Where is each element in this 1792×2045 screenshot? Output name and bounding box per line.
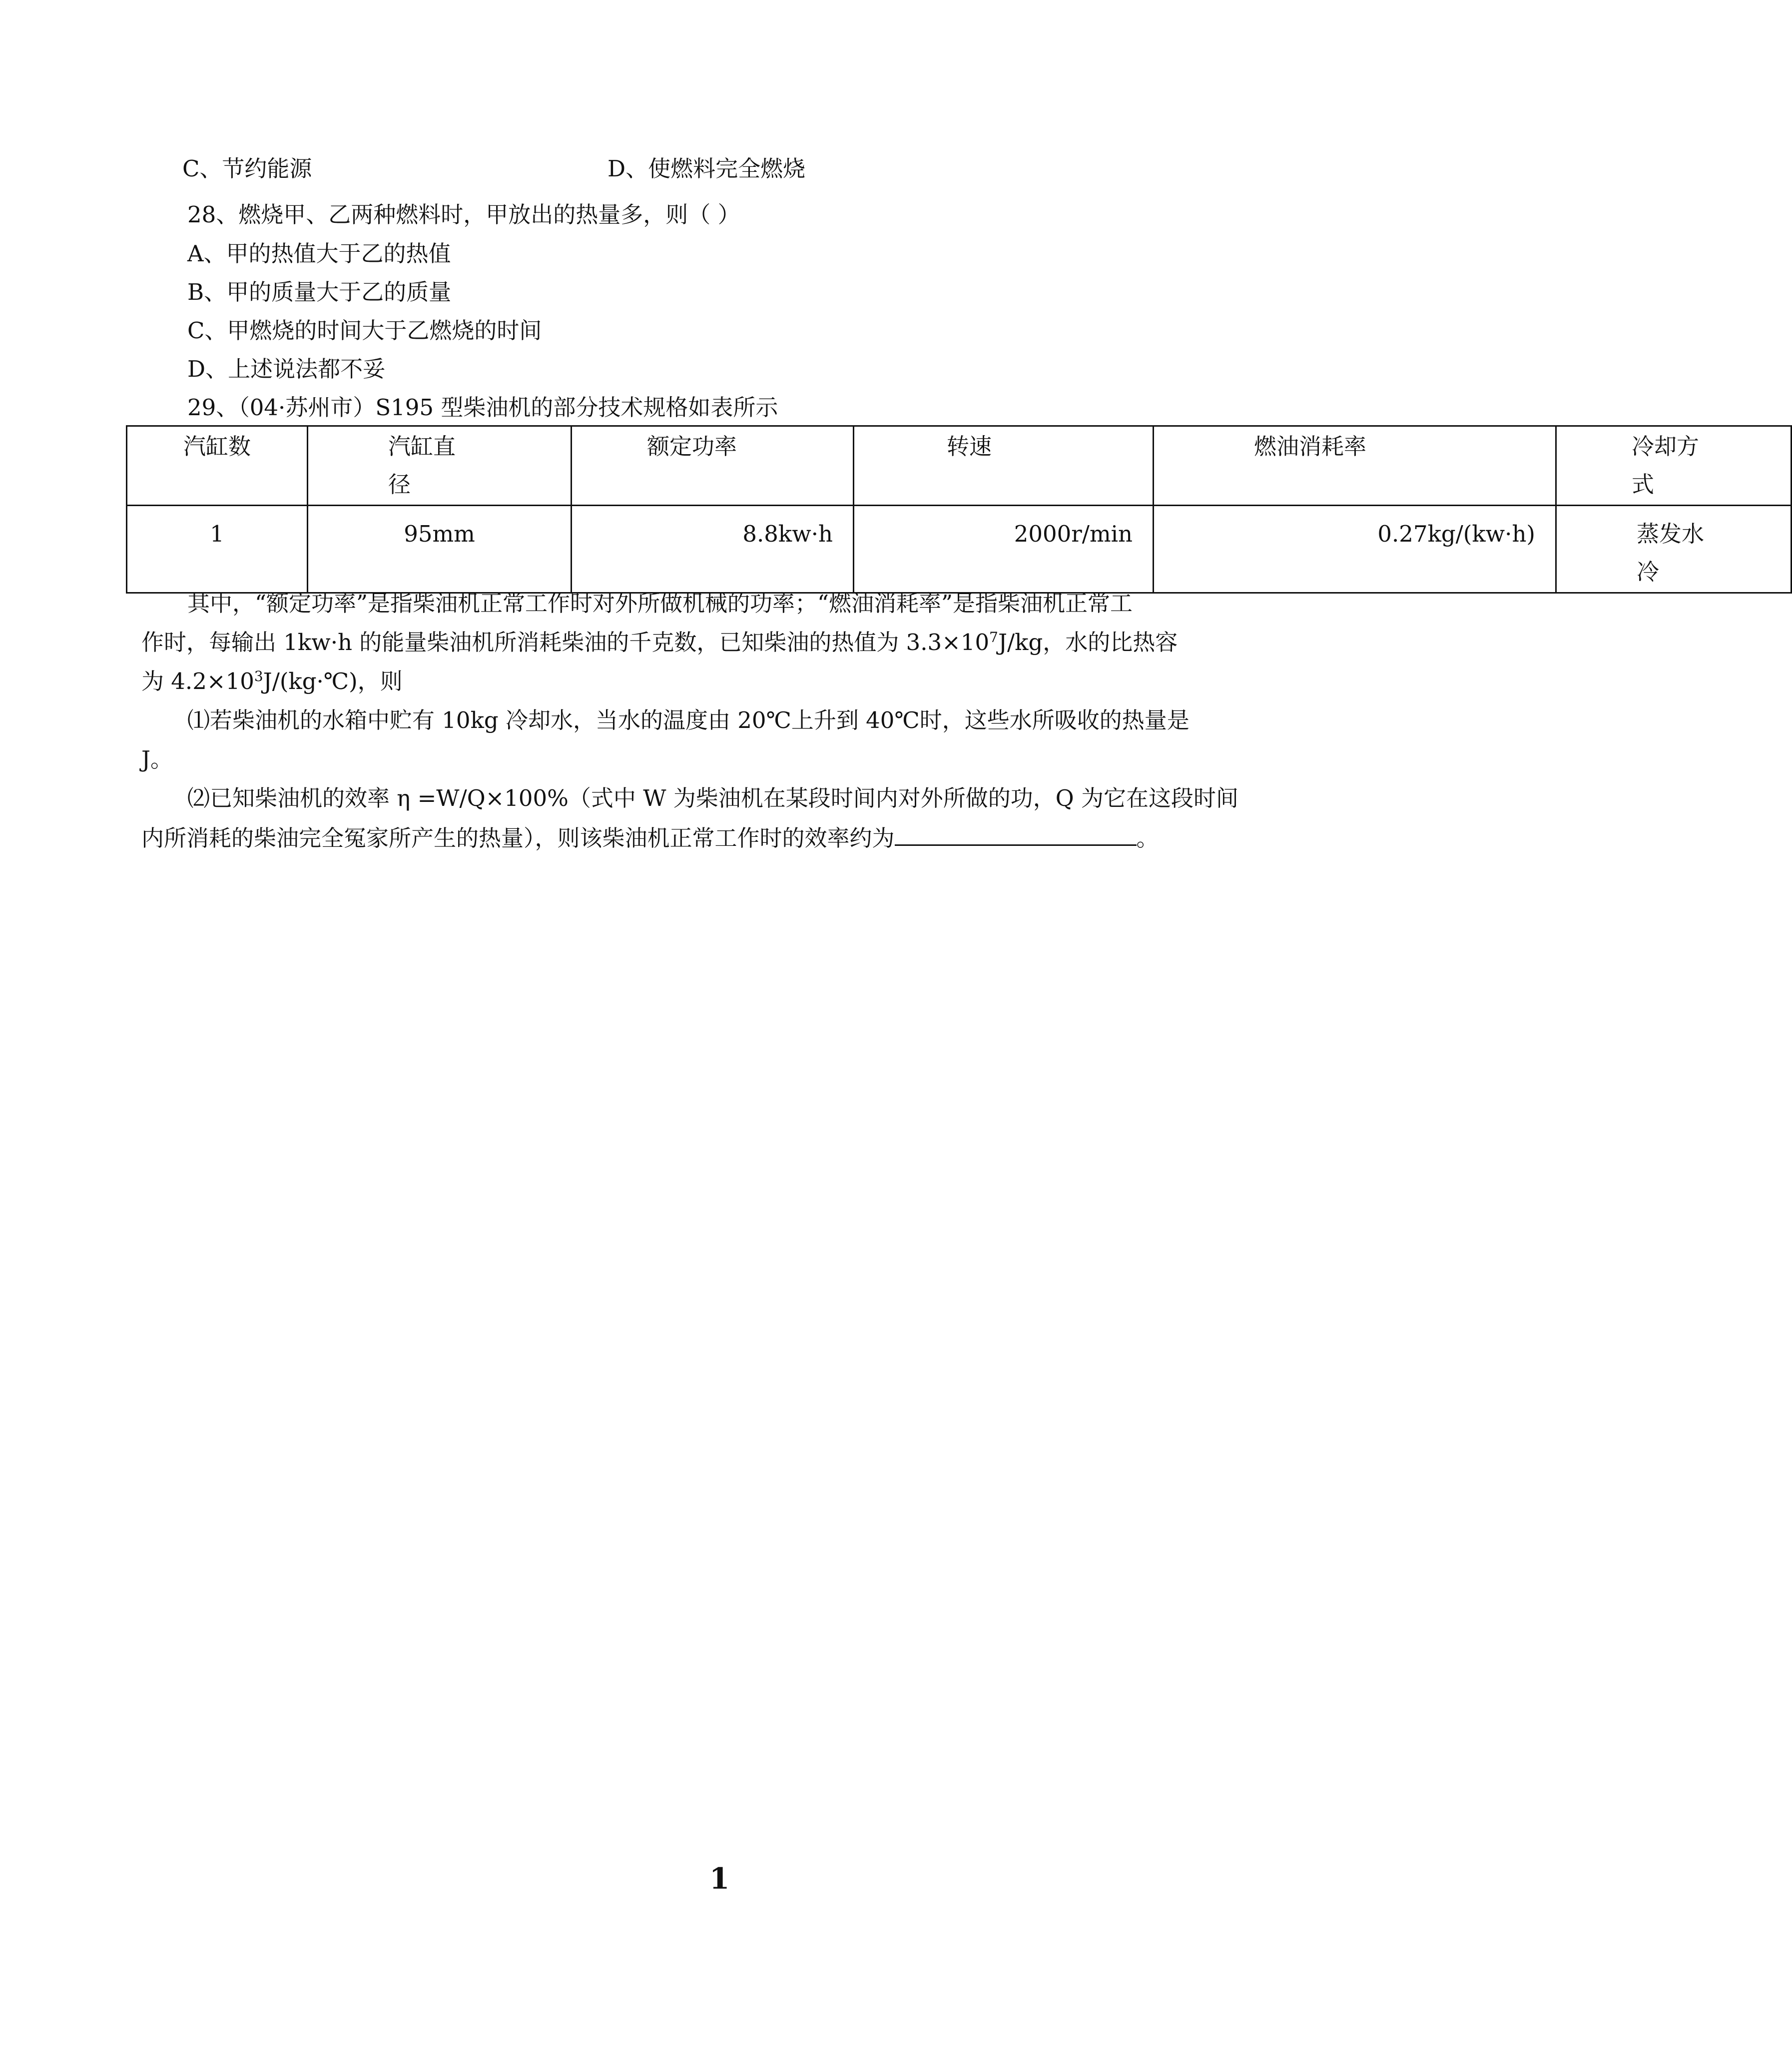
spec-header-bore: 汽缸直 径 (308, 426, 572, 506)
q29-sub2-line-2: 内所消耗的柴油完全冤家所产生的热量），则该柴油机正常工作时的效率约为 。 (141, 818, 1159, 857)
q29-intro-line-2: 作时，每输出 1kw·h 的能量柴油机所消耗柴油的千克数，已知柴油的热值为 $3.3\times 10^7J/kg$，水的比热容 (141, 629, 1178, 656)
spec-table-row (127, 506, 1792, 593)
spec-header-fuel-rate: 燃油消耗率 (1154, 426, 1556, 506)
q28-option-b: B、甲的质量大于乙的质量 (187, 279, 452, 305)
spec-header-cooling: 冷却方 式 (1556, 426, 1792, 506)
q27-option-c: C、节约能源 (182, 155, 312, 182)
q29-sub2-line-1: ⑵已知柴油机的效率 η =W/Q×100%（式中 W 为柴油机在某段时间内对外所做的功，Q 为它在这段时间 (187, 785, 1238, 811)
spec-cell-fuel-rate: 0.27kg/(kw·h) (1154, 506, 1556, 593)
answer-blank[interactable] (895, 818, 1137, 846)
spec-header-speed: 转速 (854, 426, 1154, 506)
q28-stem: 28、燃烧甲、乙两种燃料时，甲放出的热量多，则（ ） (187, 201, 740, 228)
spec-table (126, 425, 1792, 594)
spec-cell-bore: 95mm (308, 506, 572, 593)
page-number: 1 (709, 1862, 730, 1896)
spec-cell-cylinders: 1 (127, 506, 308, 593)
q28-option-d: D、上述说法都不妥 (187, 356, 386, 382)
q29-intro-line-1: 其中，“额定功率”是指柴油机正常工作时对外所做机械的功率；“燃油消耗率”是指柴油机正常工 (187, 590, 1133, 617)
q29-stem: 29、（04·苏州市）S195 型柴油机的部分技术规格如表所示 (187, 394, 778, 421)
q29-intro-line-3: 为 $4.2\times 10^3J/(kg\cdot℃)$，则 (141, 668, 403, 694)
spec-cell-cooling: 蒸发水 冷 (1556, 506, 1792, 593)
q29-sub1-line-1: ⑴若柴油机的水箱中贮有 10kg 冷却水，当水的温度由 20℃上升到 40℃时，这些水所吸收的热量是 (187, 707, 1190, 733)
q29-sub1-line-2: J。 (141, 746, 173, 772)
q28-option-c: C、甲燃烧的时间大于乙燃烧的时间 (187, 317, 542, 344)
spec-header-cylinders: 汽缸数 (127, 426, 308, 506)
spec-cell-speed: 2000r/min (854, 506, 1154, 593)
spec-cell-rated-power: 8.8kw·h (572, 506, 854, 593)
spec-header-rated-power: 额定功率 (572, 426, 854, 506)
q28-option-a: A、甲的热值大于乙的热值 (187, 240, 451, 267)
spec-table-header-row (127, 426, 1792, 506)
q27-option-d: D、使燃料完全燃烧 (607, 155, 806, 182)
